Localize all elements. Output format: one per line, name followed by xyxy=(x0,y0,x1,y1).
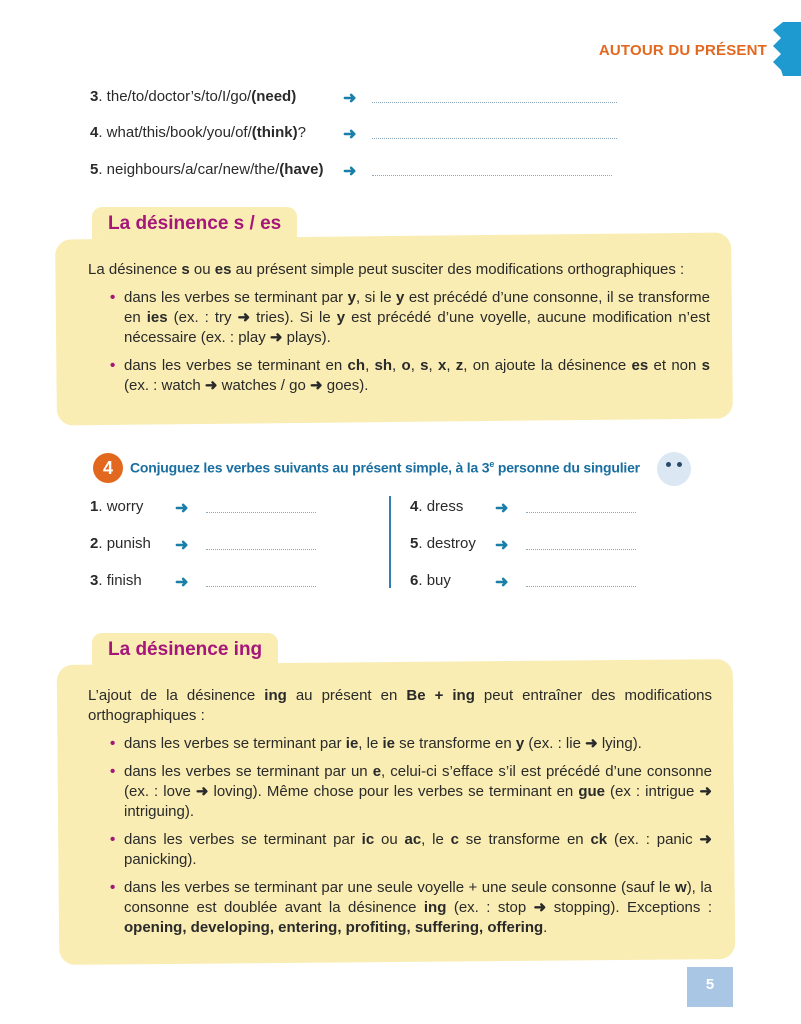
verb-item: 3. finish xyxy=(90,572,142,589)
page-number: 5 xyxy=(687,967,733,1007)
arrow-icon: ➜ xyxy=(343,90,357,107)
exercise-row: 3. the/to/doctor’s/to/I/go/(need) xyxy=(90,88,297,105)
answer-line[interactable] xyxy=(526,548,636,550)
answer-line[interactable] xyxy=(206,585,316,587)
arrow-icon: ➜ xyxy=(175,500,189,517)
exercise-row: 5. neighbours/a/car/new/the/(have) xyxy=(90,161,324,178)
exercise-row: 4. what/this/book/you/of/(think)? xyxy=(90,124,306,141)
answer-line[interactable] xyxy=(526,511,636,513)
svg-text:4: 4 xyxy=(102,458,114,478)
answer-line[interactable] xyxy=(372,101,617,103)
rule-bullet: • dans les verbes se terminant par y, si le y est précédé d’une consonne, il se transforme en ies (ex. : try ➜ tries). Si le y est précédé d’une voyelle, aucune modification n’est nécessaire (ex. : play ➜ plays). xyxy=(110,288,710,348)
answer-line[interactable] xyxy=(372,137,617,139)
verb-item: 1. worry xyxy=(90,498,144,515)
column-divider xyxy=(389,496,391,588)
answer-line[interactable] xyxy=(206,511,316,513)
verb-item: 6. buy xyxy=(410,572,451,589)
arrow-icon: ➜ xyxy=(175,574,189,591)
rule-bullet: • dans les verbes se terminant par une seule voyelle + une seule consonne (sauf le w), la consonne est doublée avant la désinence ing (ex. : stop ➜ stopping). Exceptions : opening, developing, entering, profiting, suffering, offering. xyxy=(110,878,712,938)
rule-bullet: • dans les verbes se terminant en ch, sh, o, s, x, z, on ajoute la désinence es et non s (ex. : watch ➜ watches / go ➜ goes). xyxy=(110,356,710,396)
arrow-icon: ➜ xyxy=(343,126,357,143)
answer-line[interactable] xyxy=(526,585,636,587)
rule-bullet: • dans les verbes se terminant par ic ou ac, le c se transforme en ck (ex. : panic ➜ panicking). xyxy=(110,830,712,870)
arrow-icon: ➜ xyxy=(495,574,509,591)
header-badge-icon xyxy=(773,22,801,76)
verb-item: 2. punish xyxy=(90,535,151,552)
section-title: AUTOUR DU PRÉSENT xyxy=(598,42,767,59)
rule-box-tab: La désinence ing xyxy=(92,633,278,665)
arrow-icon: ➜ xyxy=(343,163,357,180)
exercise-instruction: Conjuguez les verbes suivants au présent simple, à la 3e personne du singulier xyxy=(130,459,640,476)
answer-line[interactable] xyxy=(206,548,316,550)
verb-item: 5. destroy xyxy=(410,535,476,552)
rule-box-content xyxy=(88,686,712,938)
exercise-number-badge xyxy=(92,452,124,484)
arrow-icon: ➜ xyxy=(495,500,509,517)
answer-line[interactable] xyxy=(372,174,612,176)
rule-intro: L’ajout de la désinence ing au présent en Be + ing peut entraîner des modifications orthographiques : xyxy=(88,687,713,724)
verb-item: 4. dress xyxy=(410,498,464,515)
arrow-icon: ➜ xyxy=(495,537,509,554)
rule-bullet: • dans les verbes se terminant par ie, le ie se transforme en y (ex. : lie ➜ lying). xyxy=(110,734,712,754)
rule-box-tab: La désinence s / es xyxy=(92,207,297,239)
smiley-icon xyxy=(657,452,691,486)
rule-intro: La désinence s ou es au présent simple peut susciter des modifications orthographiques : xyxy=(88,261,685,278)
rule-box-content xyxy=(88,260,710,396)
arrow-icon: ➜ xyxy=(175,537,189,554)
rule-bullet: • dans les verbes se terminant par un e, celui-ci s’efface s’il est précédé d’une consonne (ex. : love ➜ loving). Même chose pour les verbes se terminant en gue (ex : intrigue ➜ intriguing). xyxy=(110,762,712,822)
